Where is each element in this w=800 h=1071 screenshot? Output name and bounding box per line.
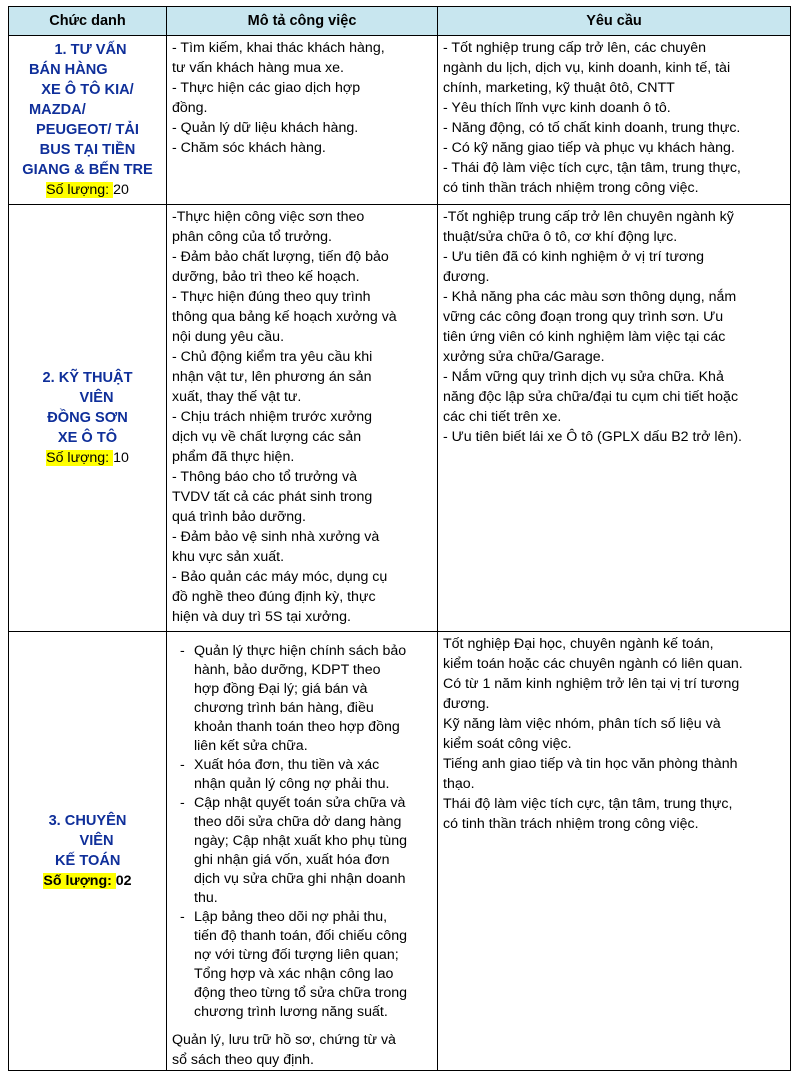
description-line: - Quản lý dữ liệu khách hàng. bbox=[172, 120, 359, 136]
requirement-line: đương. bbox=[443, 696, 490, 712]
description-line: quá trình bảo dưỡng. bbox=[172, 509, 306, 525]
description-line: dịch vụ sửa chữa ghi nhận doanh bbox=[194, 871, 406, 887]
description-line: thu. bbox=[194, 890, 218, 906]
requirement-line: chính, marketing, kỹ thuật ôtô, CNTT bbox=[443, 80, 675, 96]
description-tail bbox=[172, 1030, 433, 1070]
description-line: khoản thanh toán theo hợp đồng bbox=[194, 719, 400, 735]
description-line: phân công của tổ trưởng. bbox=[172, 229, 332, 245]
requirement-line: - Ưu tiên biết lái xe Ô tô (GPLX dấu B2 trở lên). bbox=[443, 429, 742, 445]
description-line: chương trình lương năng suất. bbox=[194, 1004, 388, 1020]
requirement-line: Có từ 1 năm kinh nghiệm trở lên tại vị trí tương bbox=[443, 676, 740, 692]
requirement-line: vững các công đoạn trong quy trình sơn. Ưu bbox=[443, 309, 724, 325]
description-line: - Xuất hóa đơn, thu tiền và xác bbox=[194, 757, 380, 773]
job-title-cell bbox=[9, 36, 167, 205]
job-title-line: VIÊN bbox=[79, 390, 114, 406]
requirement-line: Thái độ làm việc tích cực, tận tâm, trung thực, bbox=[443, 796, 733, 812]
requirement-line: - Yêu thích lĩnh vực kinh doanh ô tô. bbox=[443, 100, 671, 116]
description-bullet bbox=[194, 756, 433, 794]
quantity bbox=[11, 871, 164, 891]
description-line: đồng. bbox=[172, 100, 208, 116]
job-title-line: KẾ TOÁN bbox=[55, 853, 121, 869]
job-title-line: XE Ô TÔ KIA/ bbox=[41, 82, 134, 98]
header-row bbox=[9, 7, 791, 36]
job-title-line: 3. CHUYÊN bbox=[48, 813, 127, 829]
requirement-line: kiểm toán hoặc các chuyên ngành có liên quan. bbox=[443, 656, 743, 672]
job-title-line: PEUGEOT/ TẢI bbox=[36, 122, 139, 138]
requirement-line: Tiếng anh giao tiếp và tin học văn phòng thành bbox=[443, 756, 738, 772]
description-line: - Thực hiện đúng theo quy trình bbox=[172, 289, 371, 305]
description-line: - Bảo quản các máy móc, dụng cụ bbox=[172, 569, 388, 585]
description-line: theo dõi sửa chữa dở dang hàng bbox=[194, 814, 402, 830]
quantity-label: Số lượng: bbox=[46, 450, 114, 466]
description-bullet bbox=[194, 794, 433, 908]
requirement-line: Kỹ năng làm việc nhóm, phân tích số liệu và bbox=[443, 716, 721, 732]
job-title-line: GIANG & BẾN TRE bbox=[22, 162, 153, 178]
description-line: - Đảm bảo vệ sinh nhà xưởng và bbox=[172, 529, 380, 545]
description-line: xuất, thay thế vật tư. bbox=[172, 389, 302, 405]
description-line: thông qua bảng kế hoạch xưởng và bbox=[172, 309, 397, 325]
requirement-line: kiểm soát công việc. bbox=[443, 736, 572, 752]
requirement-line: -Tốt nghiệp trung cấp trở lên chuyên ngành kỹ bbox=[443, 209, 734, 225]
description-bullet bbox=[194, 908, 433, 1022]
description-line: phẩm đã thực hiện. bbox=[172, 449, 295, 465]
header-job-description: Mô tả công việc bbox=[167, 7, 438, 36]
requirement-line: - Có kỹ năng giao tiếp và phục vụ khách hàng. bbox=[443, 140, 735, 156]
quantity-value: 02 bbox=[115, 873, 132, 889]
quantity-value: 20 bbox=[113, 182, 129, 198]
requirement-line: - Thái độ làm việc tích cực, tận tâm, trung thực, bbox=[443, 160, 741, 176]
quantity-label: Số lượng: bbox=[43, 873, 116, 889]
description-line: tư vấn khách hàng mua xe. bbox=[172, 60, 344, 76]
requirement-line: đương. bbox=[443, 269, 490, 285]
requirement-line: thuật/sửa chữa ô tô, cơ khí động lực. bbox=[443, 229, 678, 245]
job-row bbox=[9, 36, 791, 205]
description-line: hành, bảo dưỡng, KDPT theo bbox=[194, 662, 381, 678]
description-line: dịch vụ về chất lượng các sản bbox=[172, 429, 362, 445]
job-row bbox=[9, 205, 791, 632]
job-title-cell bbox=[9, 205, 167, 632]
job-title-line: 1. TƯ VẤN bbox=[54, 42, 127, 58]
description-line: TVDV tất cả các phát sinh trong bbox=[172, 489, 373, 505]
description-line: - Chăm sóc khách hàng. bbox=[172, 140, 326, 156]
description-line: nhận quản lý công nợ phải thu. bbox=[194, 776, 390, 792]
description-line: - Đảm bảo chất lượng, tiến độ bảo bbox=[172, 249, 389, 265]
job-description-cell bbox=[167, 205, 438, 632]
description-line: - Thực hiện các giao dịch hợp bbox=[172, 80, 361, 96]
description-line: hợp đồng Đại lý; giá bán và bbox=[194, 681, 368, 697]
job-title-cell bbox=[9, 632, 167, 1071]
quantity bbox=[11, 180, 164, 200]
requirement-line: - Ưu tiên đã có kinh nghiệm ở vị trí tương bbox=[443, 249, 705, 265]
job-title-line: BÁN HÀNG bbox=[29, 62, 108, 78]
requirement-line: - Năng động, có tố chất kinh doanh, trung thực. bbox=[443, 120, 741, 136]
description-line: ghi nhận giá vốn, xuất hóa đơn bbox=[194, 852, 390, 868]
description-line: -Thực hiện công việc sơn theo bbox=[172, 209, 365, 225]
description-line: - Thông báo cho tổ trưởng và bbox=[172, 469, 357, 485]
description-line: đồ nghề theo đúng định kỳ, thực bbox=[172, 589, 376, 605]
description-bullet bbox=[194, 642, 433, 756]
description-line: động theo từng tổ sửa chữa trong bbox=[194, 985, 408, 1001]
requirement-line: năng độc lập sửa chữa/đại tu cụm chi tiết hoặc bbox=[443, 389, 739, 405]
requirement-line: thạo. bbox=[443, 776, 475, 792]
description-line: tiến độ thanh toán, đối chiếu công bbox=[194, 928, 407, 944]
job-title-line: VIÊN bbox=[79, 833, 114, 849]
description-line: nhận vật tư, lên phương án sản bbox=[172, 369, 372, 385]
requirement-line: ngành du lịch, dịch vụ, kinh doanh, kinh tế, tài bbox=[443, 60, 731, 76]
quantity bbox=[11, 448, 164, 468]
quantity-value: 10 bbox=[113, 450, 129, 466]
description-line: dưỡng, bảo trì theo kế hoạch. bbox=[172, 269, 360, 285]
requirements-cell bbox=[438, 632, 791, 1071]
description-line: - Cập nhật quyết toán sửa chữa và bbox=[194, 795, 406, 811]
description-line: liên kết sửa chữa. bbox=[194, 738, 308, 754]
job-table bbox=[8, 6, 791, 1071]
requirement-line: tiên ứng viên có kinh nghiệm làm việc tại các bbox=[443, 329, 726, 345]
description-line: - Tìm kiếm, khai thác khách hàng, bbox=[172, 40, 385, 56]
job-description-cell bbox=[167, 36, 438, 205]
requirement-line: xưởng sửa chữa/Garage. bbox=[443, 349, 605, 365]
description-line: sổ sách theo quy định. bbox=[172, 1052, 314, 1068]
requirements-cell bbox=[438, 205, 791, 632]
description-line: - Lập bảng theo dõi nợ phải thu, bbox=[194, 909, 388, 925]
job-title-line: XE Ô TÔ bbox=[57, 430, 118, 446]
requirements-cell bbox=[438, 36, 791, 205]
description-line: - Chủ động kiểm tra yêu cầu khi bbox=[172, 349, 373, 365]
description-line: - Chịu trách nhiệm trước xưởng bbox=[172, 409, 373, 425]
requirement-line: các chi tiết trên xe. bbox=[443, 409, 562, 425]
description-bullet-list bbox=[172, 642, 433, 1022]
job-title-line: MAZDA/ bbox=[29, 102, 86, 118]
description-line: hiện và duy trì 5S tại xưởng. bbox=[172, 609, 351, 625]
requirement-line: có tinh thần trách nhiệm trong công việc. bbox=[443, 180, 699, 196]
requirement-line: Tốt nghiệp Đại học, chuyên ngành kế toán, bbox=[443, 636, 714, 652]
job-title-line: BUS TẠI TIỀN bbox=[39, 142, 136, 158]
description-line: ngày; Cập nhật xuất kho phụ tùng bbox=[194, 833, 407, 849]
description-line: chương trình bán hàng, điều bbox=[194, 700, 374, 716]
header-job-title: Chức danh bbox=[9, 7, 167, 36]
requirement-line: có tinh thần trách nhiệm trong công việc. bbox=[443, 816, 699, 832]
description-line: khu vực sản xuất. bbox=[172, 549, 285, 565]
requirement-line: - Nắm vững quy trình dịch vụ sửa chữa. Khả bbox=[443, 369, 724, 385]
quantity-label: Số lượng: bbox=[46, 182, 114, 198]
description-line: nợ với từng đối tượng liên quan; bbox=[194, 947, 399, 963]
job-description-cell bbox=[167, 632, 438, 1071]
job-title-line: ĐỒNG SƠN bbox=[47, 410, 128, 426]
header-requirements: Yêu cầu bbox=[438, 7, 791, 36]
description-line: - Quản lý thực hiện chính sách bảo bbox=[194, 643, 407, 659]
description-line: Quản lý, lưu trữ hồ sơ, chứng từ và bbox=[172, 1032, 396, 1048]
requirement-line: - Khả năng pha các màu sơn thông dụng, nắm bbox=[443, 289, 737, 305]
job-row bbox=[9, 632, 791, 1071]
description-line: nội dung yêu cầu. bbox=[172, 329, 285, 345]
description-line: Tổng hợp và xác nhận công lao bbox=[194, 966, 394, 982]
job-title-line: 2. KỸ THUẬT bbox=[42, 370, 133, 386]
requirement-line: - Tốt nghiệp trung cấp trở lên, các chuyên bbox=[443, 40, 706, 56]
